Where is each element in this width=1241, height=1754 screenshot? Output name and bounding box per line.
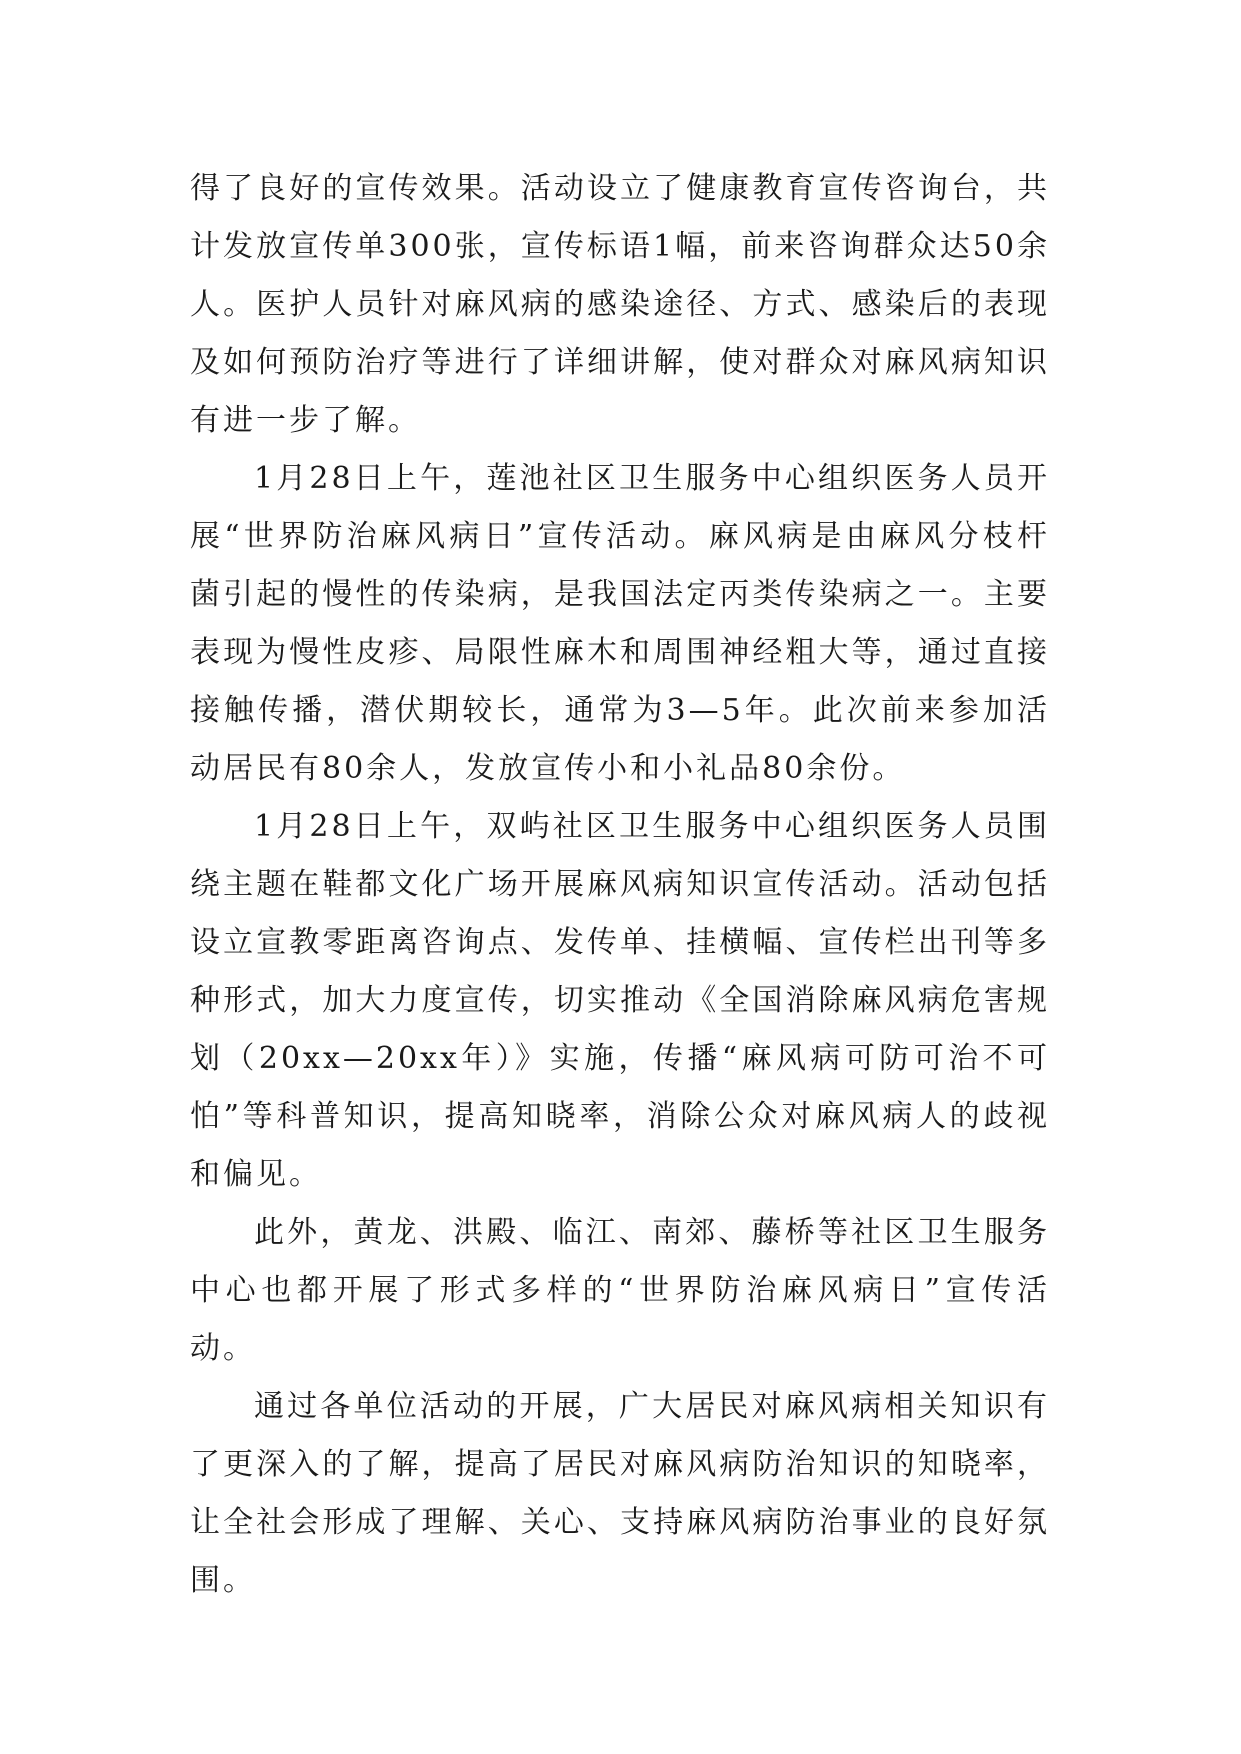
paragraph-3: 1月28日上午，双屿社区卫生服务中心组织医务人员围绕主题在鞋都文化广场开展麻风病知识宣传活动。活动包括设立宣教零距离咨询点、发传单、挂横幅、宣传栏出刊等多种形式，加大力度宣传，切实推动《全国消除麻风病危害规划（20xx—20xx年）》实施，传播“麻风病可防可治不可怕”等科普知识，提高知晓率，消除公众对麻风病人的歧视和偏见。	[190, 809, 1050, 1192]
paragraph-2: 1月28日上午，莲池社区卫生服务中心组织医务人员开展“世界防治麻风病日”宣传活动。麻风病是由麻风分枝杆菌引起的慢性的传染病，是我国法定丙类传染病之一。主要表现为慢性皮疹、局限性麻木和周围神经粗大等，通过直接接触传播，潜伏期较长，通常为3—5年。此次前来参加活动居民有80余人，发放宣传小和小礼品80余份。	[190, 461, 1050, 786]
paragraph-4: 此外，黄龙、洪殿、临江、南郊、藤桥等社区卫生服务中心也都开展了形式多样的“世界防治麻风病日”宣传活动。	[190, 1215, 1050, 1366]
paragraph-5: 通过各单位活动的开展，广大居民对麻风病相关知识有了更深入的了解，提高了居民对麻风病防治知识的知晓率，让全社会形成了理解、关心、支持麻风病防治事业的良好氛围。	[190, 1389, 1050, 1598]
paragraph-1: 得了良好的宣传效果。活动设立了健康教育宣传咨询台，共计发放宣传单300张，宣传标语1幅，前来咨询群众达50余人。医护人员针对麻风病的感染途径、方式、感染后的表现及如何预防治疗等进行了详细讲解，使对群众对麻风病知识有进一步了解。	[190, 171, 1050, 438]
document-body	[190, 160, 1050, 1610]
